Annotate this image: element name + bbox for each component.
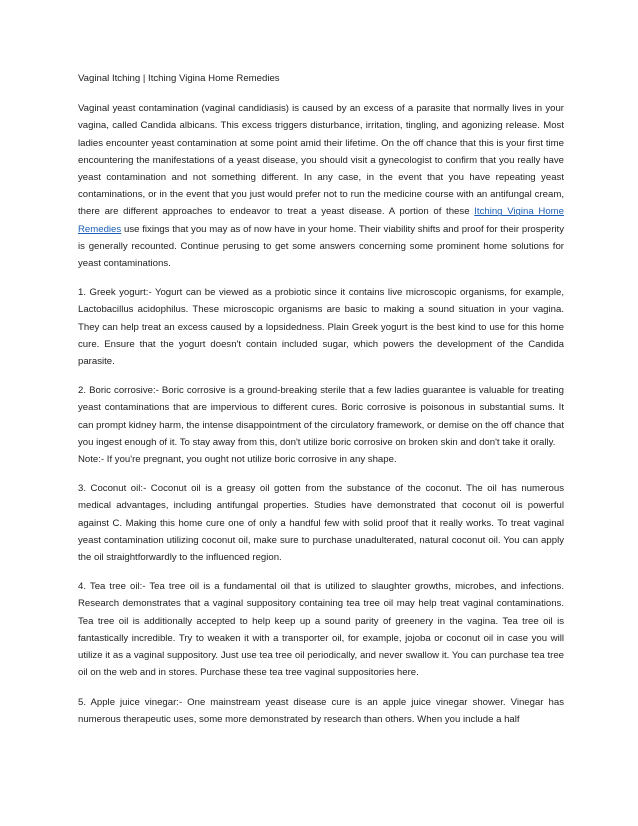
remedy-coconut-oil: 3. Coconut oil:- Coconut oil is a greasy oil gotten from the substance of the coconut. The oil has numerous medical advantages, including antifungal properties. Studies have demonstrated that coconut oil is powerful against C. Making this home cure one of only a handful few with solid proof that it really works. To treat vaginal yeast contamination utilizing coconut oil, make sure to purchase unadulterated, natural coconut oil. You can apply the oil straightforwardly to the influenced region. (78, 483, 564, 564)
remedy-tea-tree-oil: 4. Tea tree oil:- Tea tree oil is a fundamental oil that is utilized to slaughter growths, microbes, and infections. Research demonstrates that a vaginal suppository containing tea tree oil may help treat vaginal contaminations. Tea tree oil is additionally accepted to help keep up a sound parity of greenery in the vagina. Tea tree oil is fantastically incredible. Try to weaken it with a transporter oil, for example, jojoba or coconut oil in case you will utilize it as a vaginal suppository. Just use tea tree oil periodically, and never swallow it. You can purchase tea tree oil on the web and in stores. Purchase these tea tree vaginal suppositories here. (78, 581, 564, 679)
intro-paragraph (78, 100, 564, 272)
remedy-apple-cider-vinegar: 5. Apple juice vinegar:- One mainstream yeast disease cure is an apple juice vinegar shower. Vinegar has numerous therapeutic uses, some more demonstrated by research than others. When you include a half (78, 696, 564, 725)
remedy-boric-acid: 2. Boric corrosive:- Boric corrosive is a ground-breaking sterile that a few ladies guarantee is valuable for treating yeast contaminations that are impervious to different cures. Boric corrosive is poisonous in substantial sums. It can prompt kidney harm, the intense disappointment of the circulatory framework, or demise on the off chance that you ingest enough of it. To stay away from this, don't utilize boric corrosive on broken skin and don't take it orally. (78, 385, 564, 448)
intro-text-after-link: use fixings that you may as of now have in your home. Their viability shifts and proof for their prosperity is generally recounted. Continue perusing to get some answers concerning some prominent home solutions for yeast contaminations. (78, 223, 564, 270)
document-title: Vaginal Itching | Itching Vigina Home Remedies (78, 73, 280, 84)
home-remedies-link[interactable]: Itching Vigina Home Remedies (78, 206, 564, 235)
intro-text-before-link: Vaginal yeast contamination (vaginal candidiasis) is caused by an excess of a parasite that normally lives in your vagina, called Candida albicans. This excess triggers disturbance, irritation, tingling, and agonizing release. Most ladies encounter yeast contamination at some point amid their lifetime. On the off chance that this is your first time encountering the manifestations of a yeast disease, you should visit a gynecologist to confirm that you really have yeast contamination and not something different. In any case, in the event that you have repeating yeast contaminations, or in the event that you just would prefer not to run the medicine course with an antifungal cream, there are different approaches to endeavor to treat a yeast disease. A portion of these (78, 103, 564, 218)
document-page (78, 70, 564, 740)
remedy-greek-yogurt: 1. Greek yogurt:- Yogurt can be viewed as a probiotic since it contains live microscopic organisms, for example, Lactobacillus acidophilus. These microscopic organisms are basic to making a sound situation in your vagina. They can help treat an excess caused by a lopsidedness. Plain Greek yogurt is the best kind to use for this home cure. Ensure that the yogurt doesn't contain included sugar, which powers the development of the Candida parasite. (78, 287, 564, 368)
pregnancy-note: Note:- If you're pregnant, you ought not utilize boric corrosive in any shape. (78, 454, 397, 466)
